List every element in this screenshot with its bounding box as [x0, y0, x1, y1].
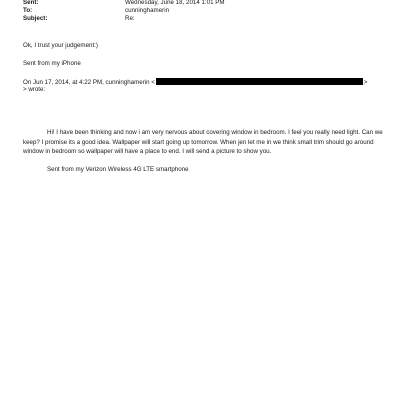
- quote-intro-prefix: On Jun 17, 2014, at 4:22 PM, cunninghamerin <: [23, 79, 155, 86]
- sent-label: Sent:: [23, 0, 39, 6]
- to-label: To:: [23, 7, 33, 14]
- reply-line: Ok, I trust your judgement:): [23, 42, 98, 49]
- to-value: cunninghamerin: [125, 7, 170, 14]
- quote-intro-suffix: >: [363, 79, 368, 86]
- signature-verizon: Sent from my Verizon Wireless 4G LTE smartphone: [47, 166, 189, 173]
- sent-row: [23, 0, 225, 7]
- quote-intro: [23, 78, 368, 87]
- quote-wrote: > wrote:: [23, 86, 46, 93]
- redaction-bar: [156, 78, 363, 85]
- signature-iphone: Sent from my iPhone: [23, 60, 81, 67]
- to-row: [23, 7, 169, 15]
- subject-value: Re:: [125, 15, 135, 22]
- sent-value: Wednesday, June 18, 2014 1:01 PM: [125, 0, 225, 6]
- message-body: Hi! I have been thinking and now i am very nervous about covering window in bedroom. I feel you really need light. Can we keep? I promise its a good idea. Wallpaper will start going up tomorrow. When jen let me in we think small trim should go around window in bedroom so wallpaper will have a place to end. I will send a picture to show you.: [23, 129, 383, 156]
- subject-row: [23, 15, 135, 23]
- subject-label: Subject:: [23, 15, 48, 22]
